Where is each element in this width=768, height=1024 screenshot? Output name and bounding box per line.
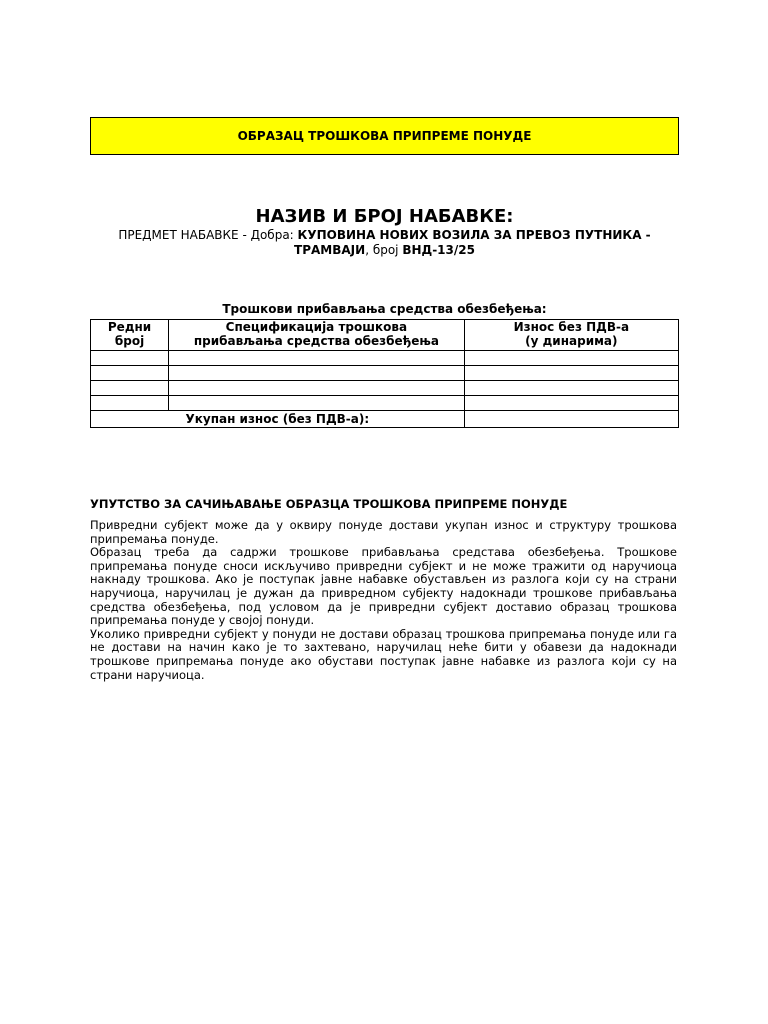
subject-prefix: ПРЕДМЕТ НАБАВКЕ - Добра:	[118, 228, 298, 242]
total-label: Укупан износ (без ПДВ-а):	[91, 411, 465, 428]
instructions-body	[90, 519, 677, 682]
column-header-line: Износ без ПДВ-а	[513, 320, 630, 334]
column-header-line: (у динарима)	[525, 334, 618, 348]
instructions-title: УПУТСТВО ЗА САЧИЊАВАЊЕ ОБРАЗЦА ТРОШКОВА ПРИПРЕМЕ ПОНУДЕ	[90, 497, 568, 511]
procurement-number: ВНД-13/25	[402, 242, 475, 257]
table-cell-amount[interactable]	[464, 381, 678, 396]
column-header-line: број	[114, 334, 145, 348]
procurement-subject	[90, 228, 679, 257]
table-cell-specification[interactable]	[169, 351, 465, 366]
table-cell-number[interactable]	[91, 396, 169, 411]
number-prefix: , број	[365, 242, 403, 257]
table-cell-number[interactable]	[91, 366, 169, 381]
column-header-specification	[169, 320, 465, 351]
column-header-line: Редни	[107, 320, 152, 334]
form-title-banner	[90, 117, 679, 155]
table-header-row	[91, 320, 679, 351]
form-title: ОБРАЗАЦ ТРОШКОВА ПРИПРЕМЕ ПОНУДЕ	[237, 129, 532, 143]
table-cell-specification[interactable]	[169, 396, 465, 411]
column-header-number	[91, 320, 169, 351]
total-amount-cell[interactable]	[464, 411, 678, 428]
table-caption: Трошкови прибављања средства обезбеђења:	[222, 302, 547, 316]
column-header-amount	[464, 320, 678, 351]
column-header-line: прибављања средства обезбеђења	[193, 334, 439, 348]
table-cell-amount[interactable]	[464, 396, 678, 411]
table-cell-amount[interactable]	[464, 366, 678, 381]
table-row	[91, 381, 679, 396]
table-cell-number[interactable]	[91, 351, 169, 366]
total-row	[91, 411, 679, 428]
table-cell-number[interactable]	[91, 381, 169, 396]
costs-table	[90, 319, 679, 428]
column-header-line: Спецификација трошкова	[225, 320, 408, 334]
procurement-heading: НАЗИВ И БРОЈ НАБАВКЕ:	[255, 206, 514, 227]
table-cell-specification[interactable]	[169, 381, 465, 396]
table-cell-amount[interactable]	[464, 351, 678, 366]
subject-name: КУПОВИНА НОВИХ ВОЗИЛА ЗА ПРЕВОЗ ПУТНИКА - ТРАМВАЈИ	[294, 228, 651, 257]
instructions-paragraph: Уколико привредни субјект у понуди не достави образац трошкова припремања понуде или га не достави на начин како је то захтевано, наручилац неће бити у обавези да надокнади трошкове припремања понуде ако обустави поступак јавне набавке из разлога који су на страни наручиоца.	[90, 626, 677, 682]
table-row	[91, 366, 679, 381]
table-row	[91, 351, 679, 366]
table-row	[91, 396, 679, 411]
instructions-paragraph: Образац треба да садржи трошкове прибављања средстава обезбеђења. Трошкове припремања понуде сноси искључиво привредни субјект и не може тражити од наручиоца накнаду трошкова. Ако је поступак јавне набавке обустављен из разлога који су на страни наручиоца, наручилац је дужан да привредном субјекту надокнади трошкове прибављања средства обезбеђења, под условом да је привредни субјект доставио образац трошкова припремања понуде у својој понуди.	[90, 545, 677, 628]
table-cell-specification[interactable]	[169, 366, 465, 381]
instructions-paragraph: Привредни субјект може да у оквиру понуде достави укупан износ и структуру трошкова припремања понуде.	[90, 518, 677, 546]
